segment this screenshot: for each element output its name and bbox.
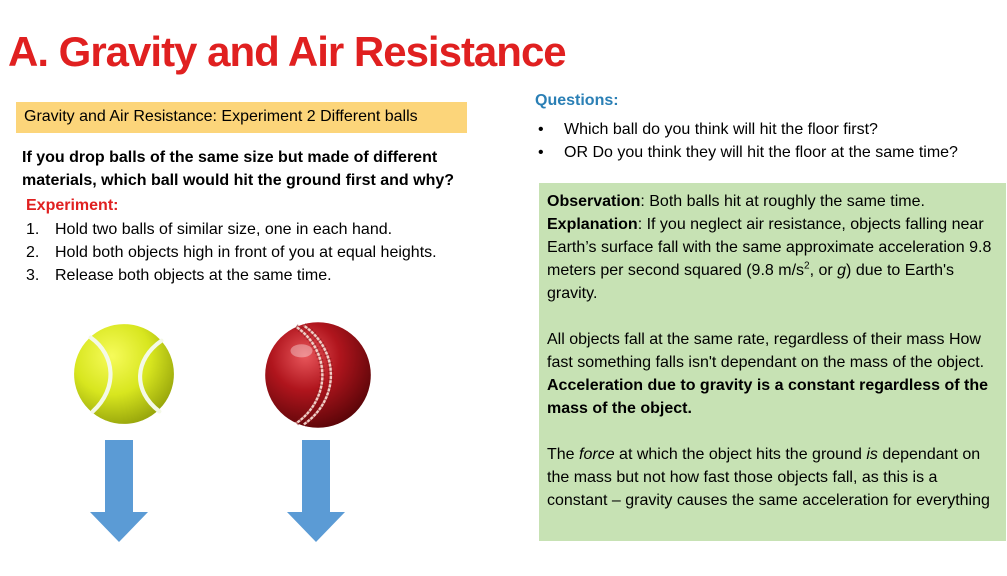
step-item: [26, 218, 506, 241]
mass-paragraph: [547, 328, 998, 420]
question-item: [538, 118, 1007, 141]
main-question: If you drop balls of the same size but made of different materials, which ball would hit the ground first and why?: [22, 149, 455, 189]
paragraph-gap: [547, 420, 998, 443]
step-number: 3.: [26, 267, 40, 284]
bullet: •: [538, 121, 544, 138]
force-text: The: [547, 446, 580, 463]
observation-label: Observation: [547, 193, 641, 210]
is-word: is: [866, 446, 878, 463]
step-item: [26, 241, 506, 264]
force-paragraph: [547, 443, 998, 512]
mass-emphasis: Acceleration due to gravity is a constant regardless of the mass of the object.: [547, 377, 989, 417]
question-item: [538, 141, 1007, 164]
mass-text: All objects fall at the same rate, regardless of their mass How fast something falls isn't dependant on the mass of the object.: [547, 331, 985, 371]
step-item: [26, 264, 506, 287]
observation-paragraph: [547, 190, 998, 305]
arrow-down-icon: [90, 440, 148, 542]
step-number: 2.: [26, 244, 40, 261]
answer-box: [539, 183, 1006, 541]
bullet: •: [538, 144, 544, 161]
step-text: Release both objects at the same time.: [55, 267, 332, 284]
step-number: 1.: [26, 221, 40, 238]
observation-text: : Both balls hit at roughly the same time.: [640, 193, 925, 210]
step-text: Hold two balls of similar size, one in each hand.: [55, 221, 393, 238]
paragraph-gap: [547, 305, 998, 328]
gravity-symbol: g: [837, 262, 847, 279]
explanation-text: : If you neglect air resistance, objects falling near Earth’s surface fall with the same approximate acceleration 9.8 meters per second squared (9.8 m/s: [547, 216, 992, 279]
questions-list: [538, 118, 1007, 164]
force-word: force: [579, 446, 615, 463]
cricket-ball-image: [263, 320, 373, 430]
exponent: 2: [804, 260, 810, 272]
explanation-text: ) due to Earth's gravity.: [547, 262, 955, 302]
arrow-down-icon: [287, 440, 345, 542]
experiment-label: Gravity and Air Resistance: Experiment 2 Different balls: [16, 102, 467, 133]
explanation-text: , or: [809, 262, 838, 279]
force-text: dependant on the mass but not how fast those objects fall, as this is a constant – gravity causes the same acceleration for everything: [547, 446, 990, 509]
tennis-ball-image: [72, 322, 176, 426]
questions-heading: Questions:: [535, 92, 619, 109]
question-text: OR Do you think they will hit the floor at the same time?: [564, 144, 958, 161]
slide-title: A. Gravity and Air Resistance: [8, 28, 566, 75]
experiment-heading: Experiment:: [26, 197, 119, 214]
force-text: at which the object hits the ground: [614, 446, 867, 463]
explanation-label: Explanation: [547, 216, 638, 233]
experiment-steps: [26, 218, 506, 287]
question-text: Which ball do you think will hit the floor first?: [564, 121, 878, 138]
step-text: Hold both objects high in front of you at equal heights.: [55, 244, 437, 261]
